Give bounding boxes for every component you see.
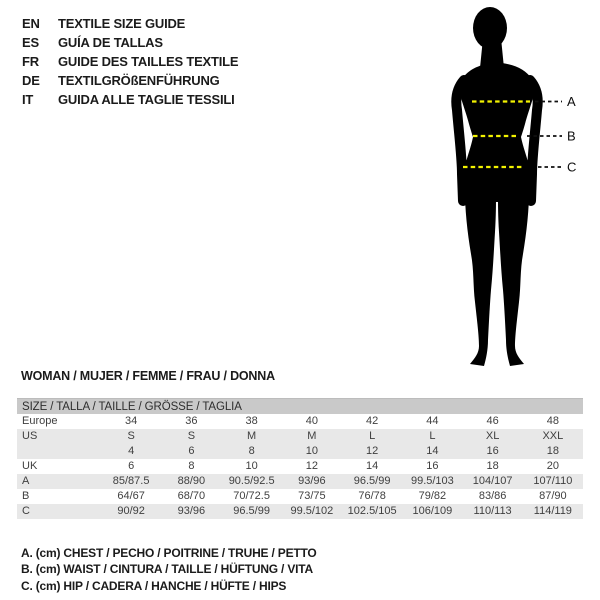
lang-code: DE [22,73,40,88]
size-cell: 16 [426,460,439,472]
row-label [17,444,101,459]
woman-silhouette-svg [430,0,600,380]
table-row-uk [17,459,583,474]
size-cell: 107/110 [533,475,573,487]
size-cell: 79/82 [418,490,447,502]
size-cell: M [307,430,317,442]
table-header-row [17,399,583,415]
row-label: UK [22,460,38,472]
size-cell: 114/119 [533,505,572,517]
legend-hip: C. (cm) HIP / CADERA / HANCHE / HÜFTE / HIPS [21,578,287,593]
lang-code: ES [22,35,39,50]
size-cell: 16 [486,445,499,457]
lang-row-es [22,33,238,52]
size-cell: 104/107 [472,475,513,487]
size-cell: S [127,430,135,442]
size-cell: 48 [546,415,559,427]
lang-row-de [22,71,238,90]
row-label: Europe [22,415,58,427]
row-label: B [22,490,30,502]
waist-label: B [567,128,576,144]
size-cell: 8 [248,445,255,457]
table-row-us-numeric [17,444,583,459]
hip-label: C [567,159,577,175]
size-cell: 40 [305,415,318,427]
size-cell: 20 [546,460,559,472]
row-label: US [22,430,38,442]
size-cell: 87/90 [539,490,567,502]
silhouette-leg-right [498,160,529,366]
size-cell: 4 [128,445,135,457]
size-cell: 10 [245,460,258,472]
table-row-us [17,429,583,444]
size-cell: 14 [366,460,379,472]
lang-title: TEXTILGRÖßENFÜHRUNG [58,73,220,88]
measurement-legend [21,545,317,594]
size-cell: 90.5/92.5 [228,475,275,487]
language-title-block [22,14,238,109]
lang-row-it [22,90,238,109]
size-cell: M [247,430,257,442]
row-label: A [22,475,30,487]
size-cell: 14 [426,445,439,457]
silhouette-leg-left [465,160,496,366]
size-cell: 12 [366,445,379,457]
size-cell: 83/86 [478,490,507,502]
legend-waist: B. (cm) WAIST / CINTURA / TAILLE / HÜFTUNG / VITA [21,562,313,577]
lang-row-fr [22,52,238,71]
size-cell: 10 [305,445,318,457]
size-cell: S [187,430,196,442]
size-cell: 102.5/105 [347,505,397,517]
size-cell: 96.5/99 [233,505,270,517]
size-cell: 34 [125,415,138,427]
lang-title: GUÍA DE TALLAS [58,35,163,50]
lang-row-en [22,14,238,33]
table-row-hip [17,504,583,519]
size-cell: 6 [188,445,195,457]
size-cell: 44 [426,415,439,427]
lang-code: EN [22,16,40,31]
size-cell: 12 [305,460,318,472]
lang-title: GUIDE DES TAILLES TEXTILE [58,54,239,69]
size-cell: 90/92 [117,505,145,517]
table-header: SIZE / TALLA / TAILLE / GRÖSSE / TAGLIA [17,399,583,415]
size-cell: 106/109 [412,505,453,517]
size-cell: 93/96 [298,475,326,487]
measure-letters [567,94,576,175]
size-cell: 18 [486,460,499,472]
lang-code: FR [22,54,39,69]
size-cell: 73/75 [298,490,326,502]
size-cell: 96.5/99 [353,475,391,487]
size-table [17,398,583,519]
size-cell: L [369,430,376,442]
size-cell: 64/67 [117,490,145,502]
size-cell: 93/96 [177,505,206,517]
size-cell: XL [485,430,500,442]
lang-title: GUIDA ALLE TAGLIE TESSILI [58,92,235,107]
size-cell: 8 [188,460,195,472]
size-cell: 42 [366,415,379,427]
size-cell: 110/113 [473,505,512,517]
measurement-figure [430,0,600,380]
size-cell: 18 [546,445,559,457]
size-cell: 76/78 [358,490,386,502]
size-cell: 70/72.5 [233,490,270,502]
lang-title: TEXTILE SIZE GUIDE [58,16,186,31]
size-cell: 6 [128,460,135,472]
chest-label: A [567,94,576,109]
size-cell: 38 [245,415,258,427]
size-cell: 68/70 [177,490,206,502]
lang-code: IT [22,92,34,107]
section-title: WOMAN / MUJER / FEMME / FRAU / DONNA [21,369,275,383]
table-row-europe [17,414,583,429]
size-cell: 85/87.5 [112,475,150,487]
table-row-waist [17,489,583,504]
size-cell: L [429,430,436,442]
woman-silhouette [456,7,537,366]
size-cell: 88/90 [177,475,206,487]
size-cell: 46 [486,415,499,427]
size-cell: 99.5/103 [410,475,454,487]
legend-chest: A. (cm) CHEST / PECHO / POITRINE / TRUHE / PETTO [21,546,317,560]
size-cell: XXL [542,430,564,442]
table-row-chest [17,474,583,489]
row-label: C [22,505,30,517]
size-cell: 99.5/102 [290,505,334,517]
size-cell: 36 [185,415,198,427]
